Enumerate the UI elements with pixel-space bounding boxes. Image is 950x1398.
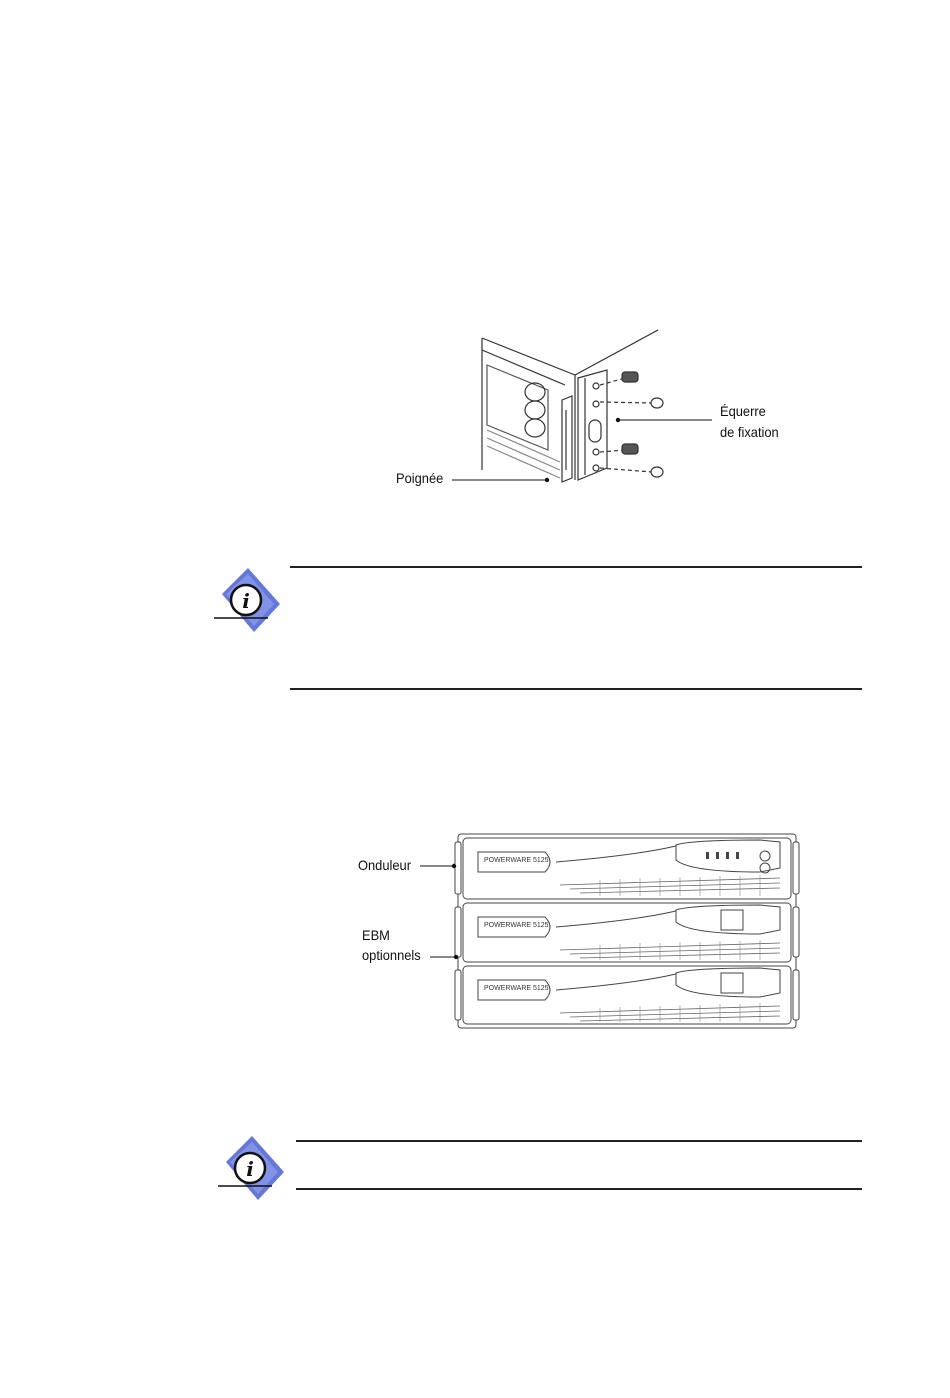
brand-badge-ups: POWERWARE 5125 xyxy=(484,857,549,864)
ebm-label-line1: EBM xyxy=(362,927,390,943)
brand-badge-ebm-2: POWERWARE 5125 xyxy=(484,985,549,992)
brand-badge-ebm-1: POWERWARE 5125 xyxy=(484,922,549,929)
handle-label: Poignée xyxy=(396,470,444,486)
ebm-label-line2: optionnels xyxy=(362,947,421,963)
bracket-label-line1: Équerre xyxy=(720,403,766,419)
info-icon xyxy=(212,1134,292,1204)
bracket-label-line2: de fixation xyxy=(720,424,779,440)
note-2-bottom-rule xyxy=(296,1188,862,1190)
svg-text:i: i xyxy=(246,1157,254,1181)
svg-text:i: i xyxy=(242,589,250,613)
ups-label: Onduleur xyxy=(358,857,411,873)
note-2-top-rule xyxy=(296,1140,862,1142)
